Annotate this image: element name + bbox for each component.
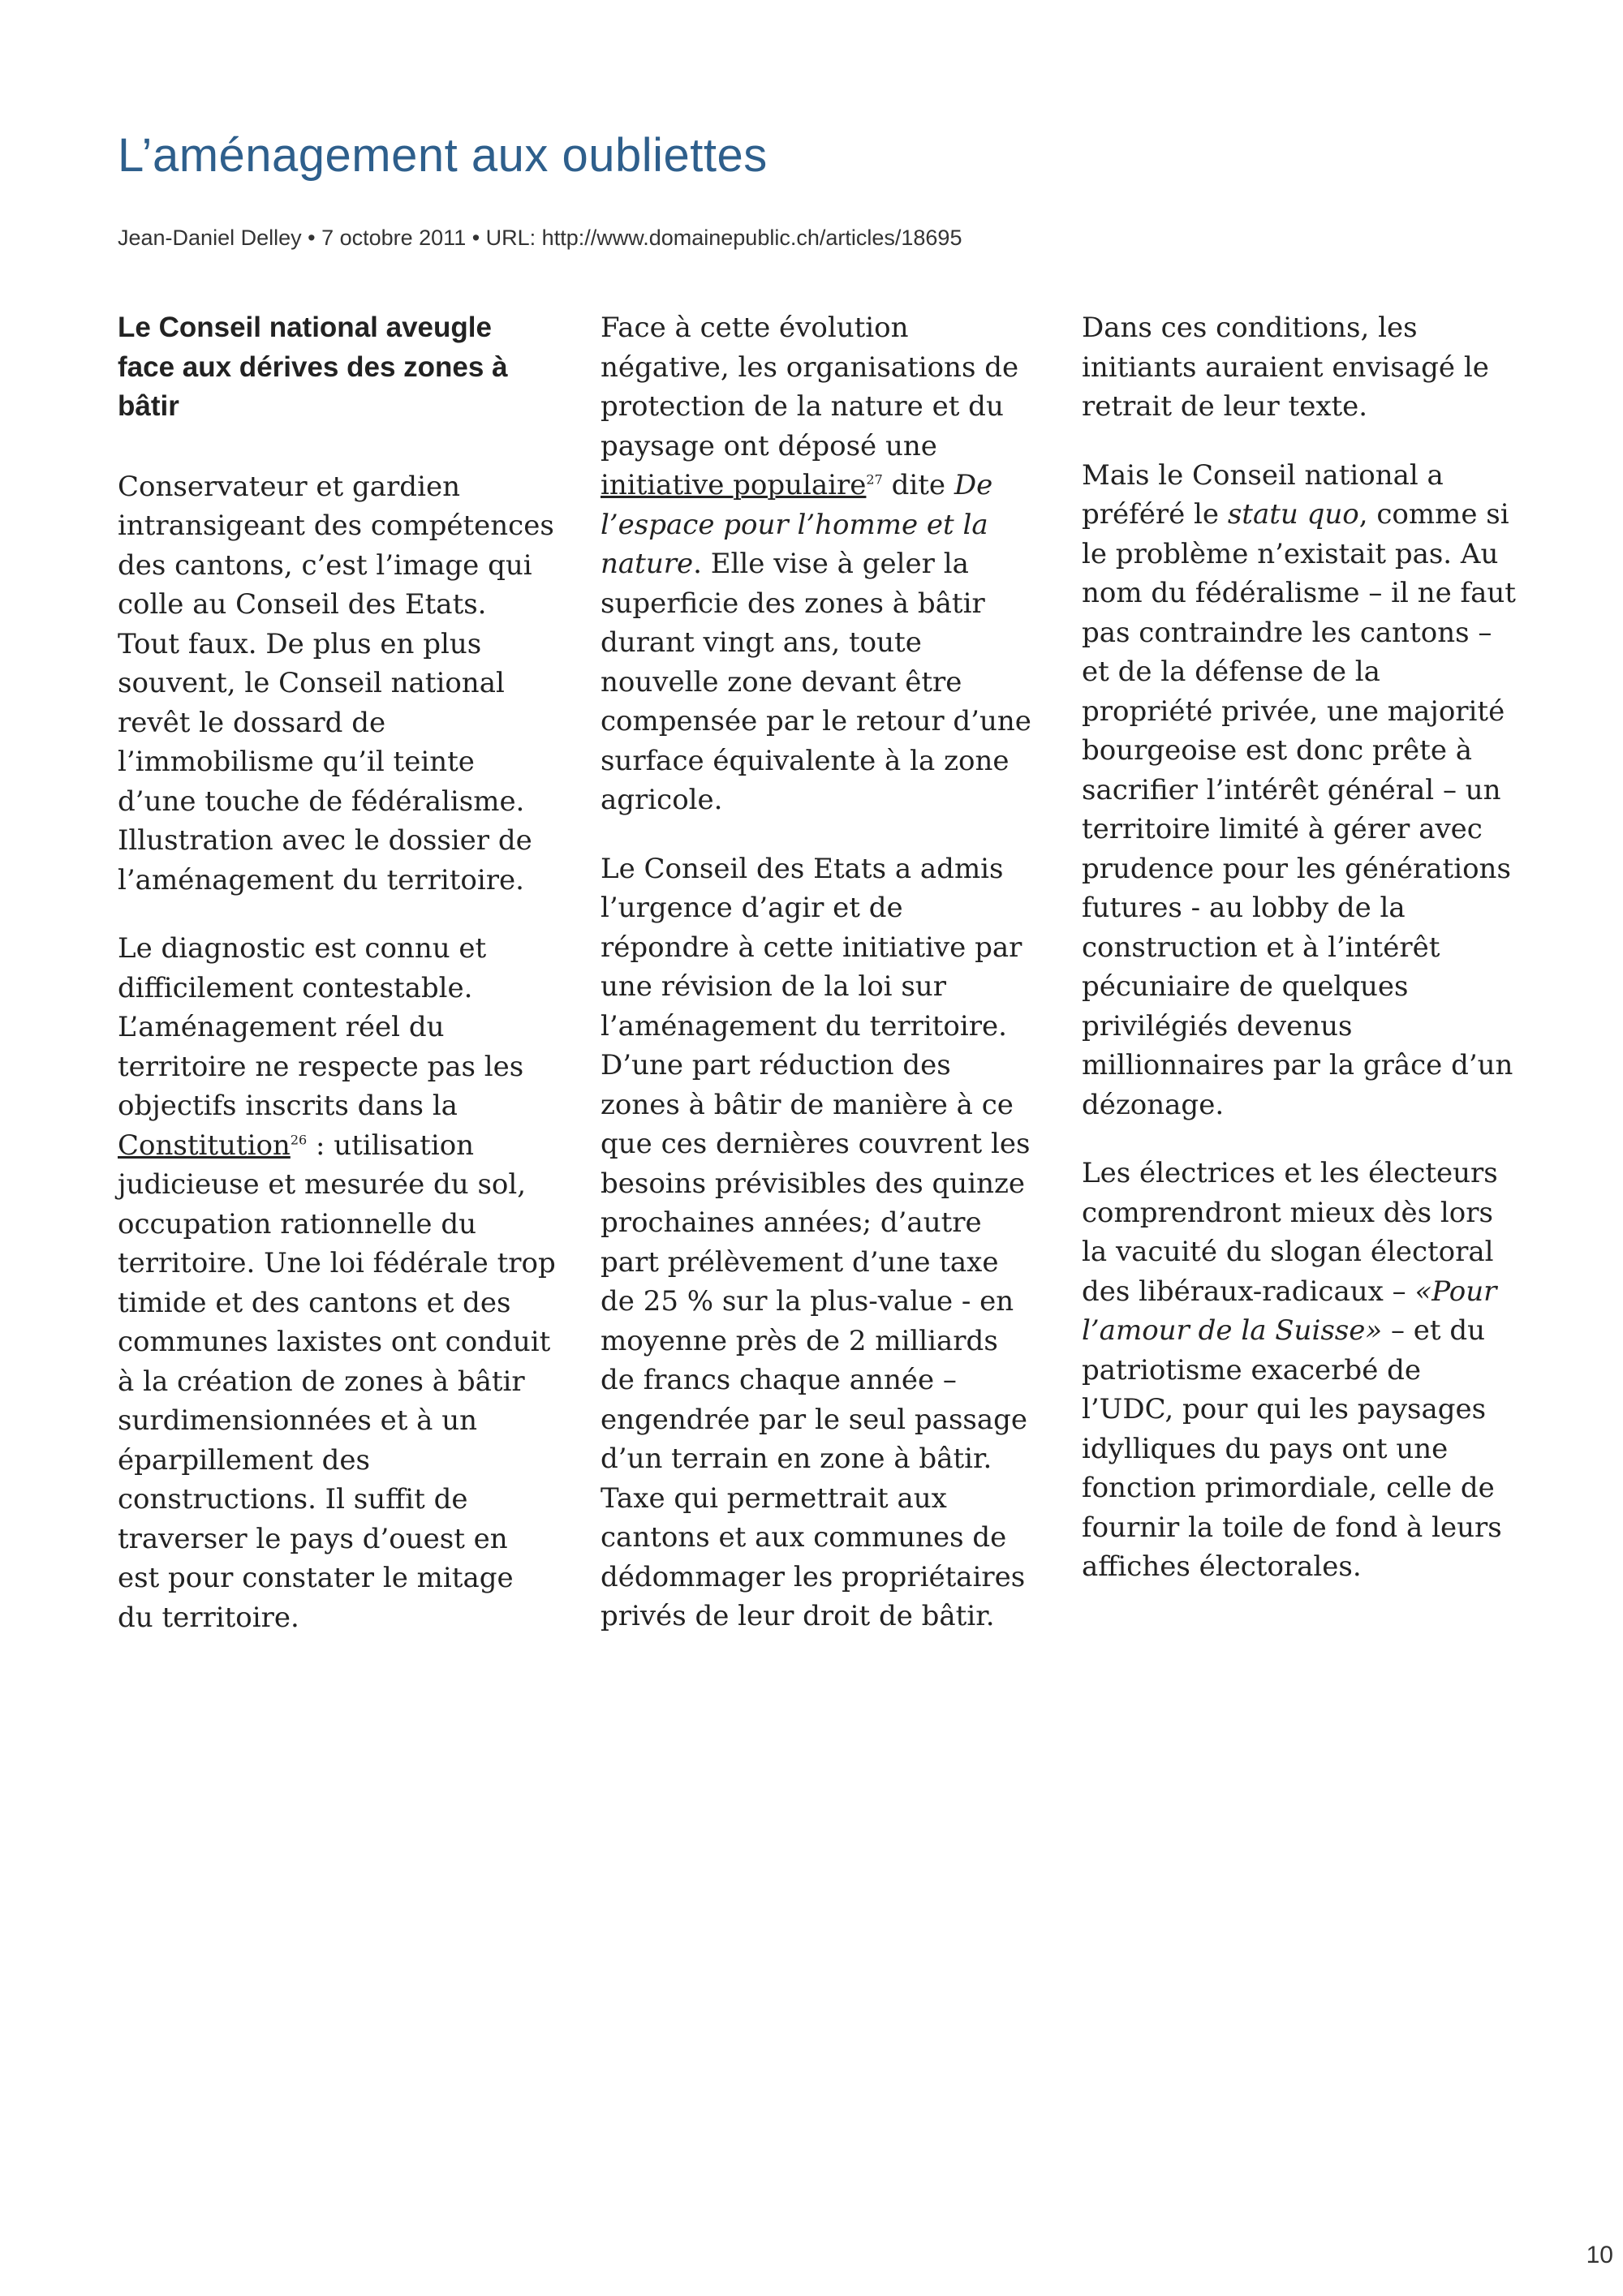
article-subheading: Le Conseil national aveugle face aux dérives des zones à bâtir <box>118 312 508 422</box>
paragraph-text: – et du patriotisme exacerbé de l’UDC, pour qui les paysages idylliques du pays ont une fonction primordiale, celle de fournir la toile de fond à leurs affiches électorales. <box>1082 1314 1502 1583</box>
paragraph: Dans ces conditions, les initiants auraient envisagé le retrait de leur texte. <box>1082 312 1489 423</box>
page-number: 10 <box>1586 2242 1613 2268</box>
slogan: «Pour l’amour de la Suisse» <box>1082 1275 1497 1347</box>
paragraph: Conservateur et gardien intransigeant des compétences des cantons, c’est l’image qui colle au Conseil des Etats. Tout faux. De plus en plus souvent, le Conseil national revêt le dossard de l’immobilisme qu’il teinte d’une touche de fédéralisme. Illustration avec le dossier de l’aménagement du territoire. <box>118 470 554 896</box>
paragraph-text: , comme si le problème n’existait pas. Au nom du fédéralisme – il ne faut pas contraindre les cantons – et de la défense de la propriété privée, une majorité bourgeoise est donc prête à sacrifier l’intérêt général – un territoire limité à gérer avec prudence pour les générations futures - au lobby de la construction et à l’intérêt pécuniaire de quelques privilégiés devenus millionnaires par la grâce d’un dézonage. <box>1082 498 1516 1121</box>
paragraph <box>1082 1154 1520 1587</box>
paragraph-text: : utilisation judicieuse et mesurée du sol, occupation rationnelle du territoire. Une loi fédérale trop timide et des cantons et des communes laxistes ont conduit à la création de zones à bâtir surdimensionnées et à un éparpillement des constructions. Il suffit de traverser le pays d’ouest en est pour constater le mitage du territoire. <box>118 1129 556 1634</box>
paragraph: Le Conseil des Etats a admis l’urgence d’agir et de répondre à cette initiative par une révision de la loi sur l’aménagement du territoire. D’une part réduction des zones à bâtir de manière à ce que ces dernières couvrent les besoins prévisibles des quinze prochaines années; d’autre part prélèvement d’une taxe de 25 % sur la plus-value - en moyenne près de 2 milliards de francs chaque année – engendrée par le seul passage d’un terrain en zone à bâtir. Taxe qui permettrait aux cantons et aux communes de dédommager les propriétaires privés de leur droit de bâtir. <box>601 852 1031 1632</box>
paragraph-text: dite <box>882 469 954 501</box>
column-1 <box>118 308 556 1666</box>
column-3 <box>1082 308 1520 1616</box>
paragraph-text: Les électrices et les électeurs comprendront mieux dès lors la vacuité du slogan électoral des libéraux-radicaux – <box>1082 1157 1498 1308</box>
initiative-title: De l’espace pour l’homme et la nature <box>601 469 993 580</box>
footnote-marker: 26 <box>290 1132 308 1148</box>
paragraph <box>601 308 1039 820</box>
article-byline: Jean-Daniel Delley • 7 octobre 2011 • URL: http://www.domainepublic.ch/articles/18695 <box>118 226 962 250</box>
constitution-link[interactable]: Constitution <box>118 1129 291 1162</box>
paragraph <box>1082 456 1520 1125</box>
paragraph-text: Face à cette évolution négative, les organisations de protection de la nature et du paysage ont déposé une <box>601 312 1019 462</box>
paragraph-text: . Elle vise à geler la superficie des zones à bâtir durant vingt ans, toute nouvelle zone devant être compensée par le retour d’une surface équivalente à la zone agricole. <box>601 548 1031 816</box>
column-2 <box>601 308 1039 1666</box>
paragraph <box>118 929 556 1637</box>
article-title: L’aménagement aux oubliettes <box>118 129 768 182</box>
paragraph-text: Le diagnostic est connu et difficilement contestable. L’aménagement réel du territoire ne respecte pas les objectifs inscrits dans la <box>118 932 524 1122</box>
initiative-populaire-link[interactable]: initiative populaire <box>601 469 867 501</box>
italic-term: statu quo <box>1227 498 1359 531</box>
footnote-marker: 27 <box>866 471 883 488</box>
paragraph-text: Mais le Conseil national a préféré le <box>1082 458 1444 531</box>
